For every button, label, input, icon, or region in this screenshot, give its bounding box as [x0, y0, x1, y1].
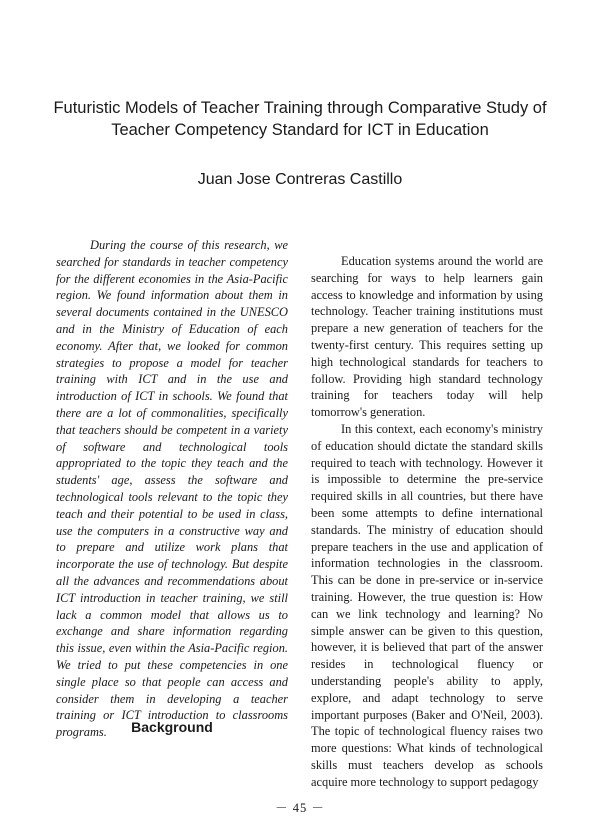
body-column	[311, 253, 543, 791]
paper-title	[40, 97, 560, 141]
abstract-column	[56, 237, 288, 741]
body-paragraph-1: Education systems around the world are searching for ways to help learners gain access to knowledge and information by using technology. Teacher training institutions must prepare a new generation of teachers for the twenty-first century. This requires setting up high technological standards for teachers to follow. Providing high standard technology training for teachers today will help tomorrow's generation.	[311, 254, 543, 420]
body-paragraph-2: In this context, each economy's ministry of education should dictate the standard skills required to teach with technology. However it is impossible to determine the pre-service required skills in all countries, but there have been some attempts to define international standards. The ministry of education should prepare teachers in the use and application of information technologies in the classroom. This can be done in pre-service or in-service training. However, the true question is: How can we link technology and learning? No simple answer can be given to this question, however, it is believed that part of the answer resides in technological fluency or understanding people's ability to apply, explore, and adapt technology to serve important purposes (Baker and O'Neil, 2003). The topic of technological fluency raises two more questions: What kinds of technological skills must teachers develop as schools acquire more technology to support pedagogy	[311, 421, 543, 789]
author-name: Juan Jose Contreras Castillo	[197, 171, 403, 188]
title-line-1: Futuristic Models of Teacher Training through Comparative Study of	[53, 99, 547, 117]
abstract-paragraph: During the course of this research, we searched for standards in teacher competency for the different economies in the Asia-Pacific region. We found information about them in several documents contained in the UNESCO and in the Ministry of Education of each economy. After that, we looked for common strategies to propose a model for teacher training with ICT and in the use and introduction of ICT in schools. We found that there are a lot of commonalities, specifically that teachers should be competent in a variety of software and technological tools appropriated to the topic they teach and the students' age, assess the software and technological tools relevant to the topic they teach and their potential to be used in class, use the computers in a constructive way and to prepare and utilize work plans that incorporate the use of technology. But despite all the advances and recommendations about ICT introduction in teacher training, we still lack a common model that allows us to exchange and share information regarding this issue, even within the Asia-Pacific region. We tried to put these competencies in one single place so that people can access and consider them in developing a teacher training or ICT introduction to classrooms programs.	[56, 238, 288, 740]
title-line-2: Teacher Competency Standard for ICT in Education	[111, 121, 489, 139]
page-number: － 45 －	[275, 801, 325, 815]
section-heading-background: Background	[131, 719, 213, 735]
